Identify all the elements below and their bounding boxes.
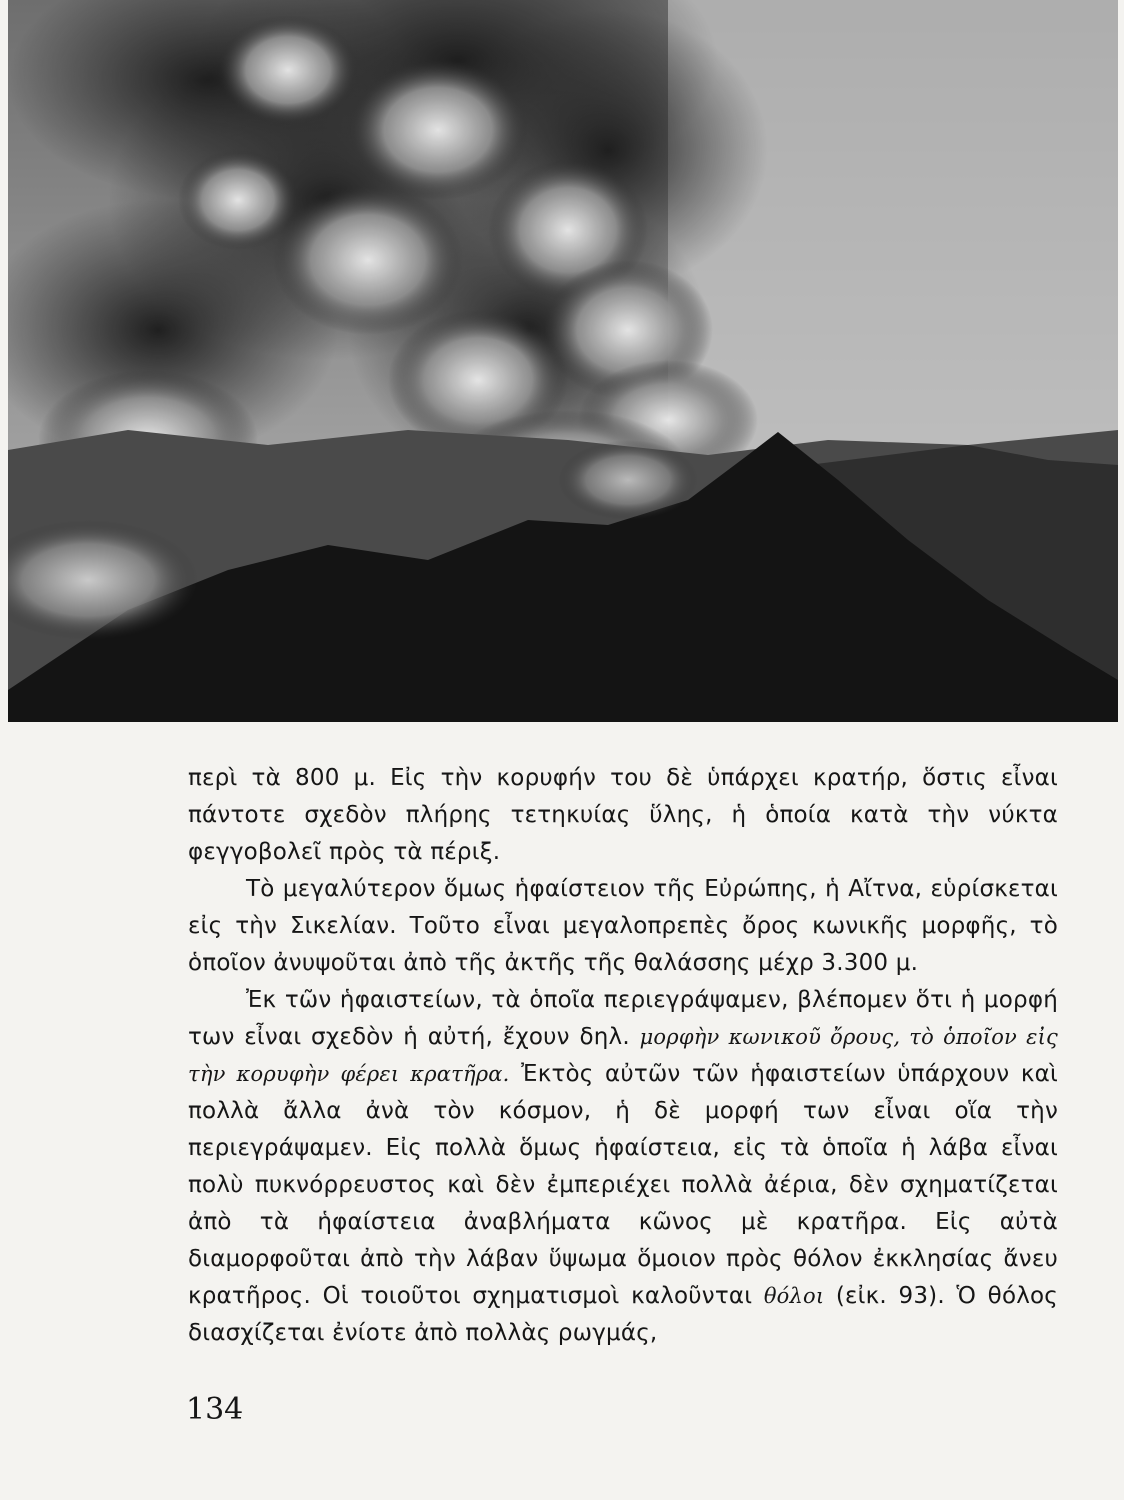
paragraph-3 (188, 982, 1058, 1352)
paragraph-3-text-b: Ἐκτὸς αὐτῶν τῶν ἡφαιστείων ὑπάρχουν καὶ πολλὰ ἄλλα ἀνὰ τὸν κόσμον, ἡ δὲ μορφή των εἶναι οἵα τὴν περιεγράψαμεν. Εἰς πολλὰ ὅμως ἡφαίστεια, εἰς τὰ ὁποῖα ἡ λάβα εἶναι πολὺ πυκνόρρευστος καὶ δὲν ἐμπεριέχει πολλὰ ἀέρια, δὲν σχηματίζεται ἀπὸ τὰ ἡφαίστεια ἀναβλήματα κῶνος μὲ κρατῆρα. Εἰς αὐτὰ διαμορφοῦται ἀπὸ τὴν λάβαν ὕψωμα ὅμοιον πρὸς θόλον ἐκκλησίας ἄνευ κρατῆρος. Οἱ τοιοῦτοι σχηματισμοὶ καλοῦνται (188, 1061, 1058, 1309)
volcano-eruption-photo (8, 0, 1118, 722)
page-number: 134 (186, 1392, 244, 1427)
paragraph-3-text-c: (εἰκ. 93). Ὁ θόλος διασχίζεται ἐνίοτε ἀπὸ πολλὰς ρωγμάς, (188, 1283, 1059, 1346)
paragraph-3-italic-term: θόλοι (763, 1284, 825, 1308)
paragraph-1-text: περὶ τὰ 800 μ. Εἰς τὴν κορυφήν του δὲ ὑπάρχει κρατήρ, ὅστις εἶναι πάντοτε σχεδὸν πλήρης τετηκυίας ὕλης, ἡ ὁποία κατὰ τὴν νύκτα φεγγοβολεῖ πρὸς τὰ πέριξ. (188, 765, 1058, 865)
paragraph-2 (188, 871, 1058, 982)
paragraph-2-text: Τὸ μεγαλύτερον ὅμως ἡφαίστειον τῆς Εὐρώπης, ἡ Αἴτνα, εὑρίσκεται εἰς τὴν Σικελίαν. Τοῦτο εἶναι μεγαλοπρεπὲς ὄρος κωνικῆς μορφῆς, τὸ ὁποῖον ἀνυψοῦται ἀπὸ τῆς ἀκτῆς τῆς θαλάσσης μέχρ 3.300 μ. (188, 876, 1058, 976)
paragraph-3-italic-definition: μορφὴν κωνικοῦ ὄρους, τὸ ὁποῖον εἰς τὴν κορυφὴν φέρει κρατῆρα. (188, 1025, 1058, 1086)
paragraph-3-text-a: Ἐκ τῶν ἡφαιστείων, τὰ ὁποῖα περιεγράψαμεν, βλέπομεν ὅτι ἡ μορφή των εἶναι σχεδὸν ἡ αὐτή, ἔχουν δηλ. (188, 987, 1058, 1050)
body-text (188, 760, 1058, 1352)
volcano-eruption-image (8, 0, 1118, 722)
paragraph-1 (188, 760, 1058, 871)
